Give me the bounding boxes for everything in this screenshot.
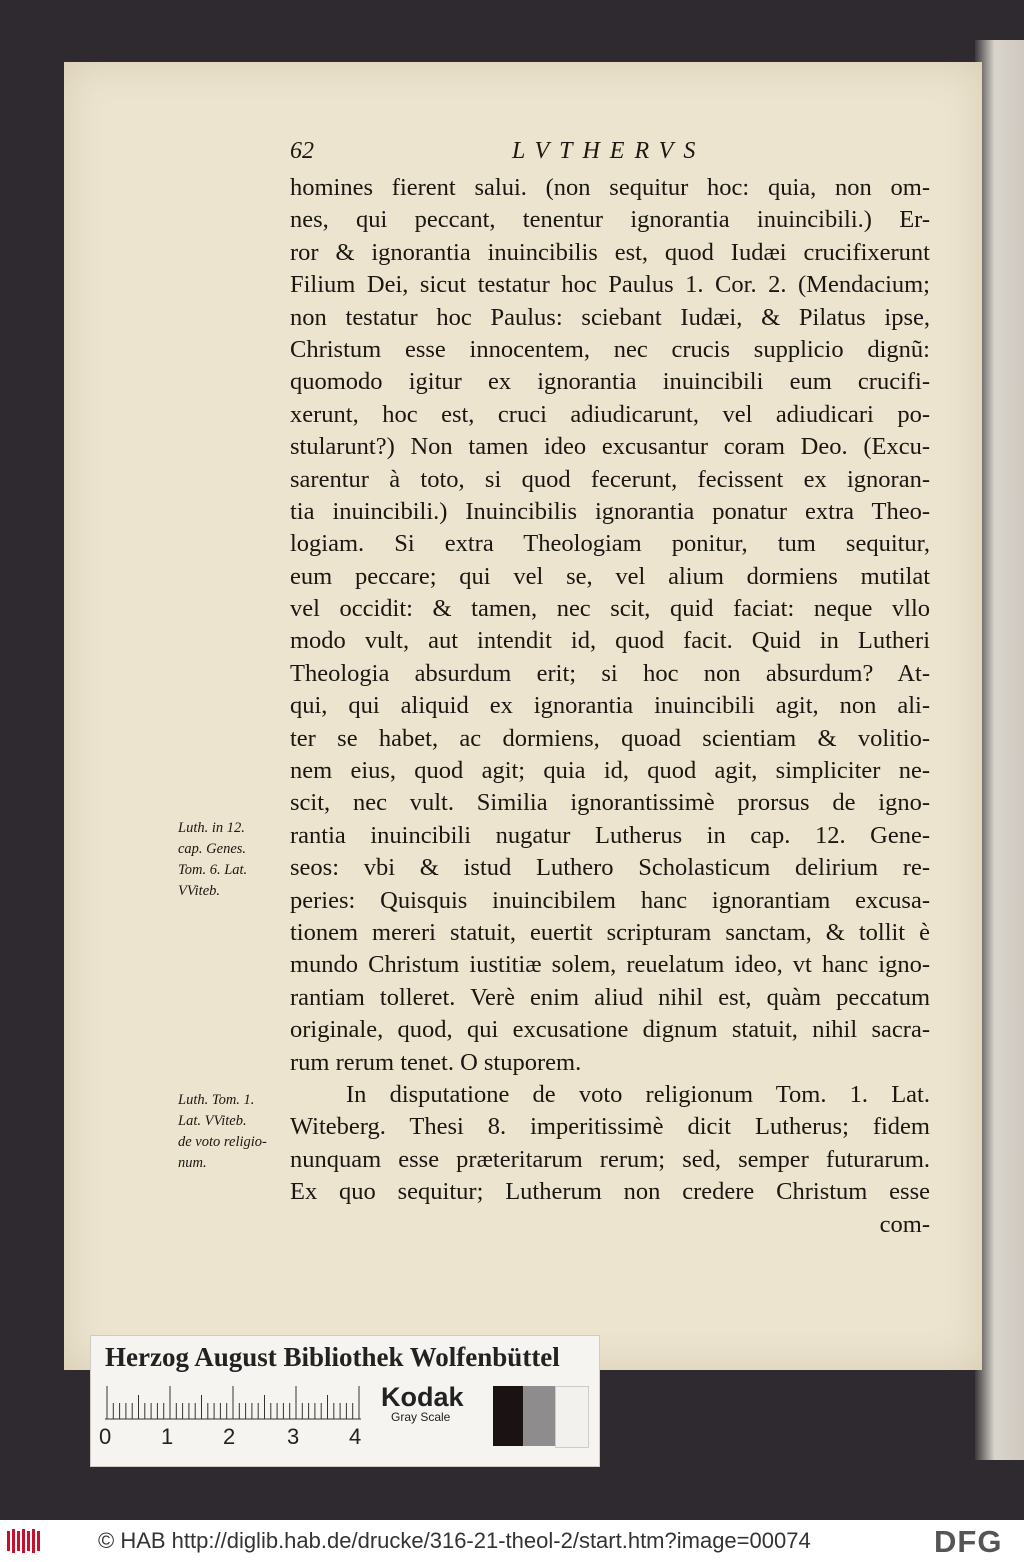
running-head xyxy=(290,138,950,168)
page-number: 62 xyxy=(290,138,314,164)
body-text xyxy=(290,172,930,1241)
margin-note-line: cap. Genes. xyxy=(178,841,247,857)
margin-note-line: de voto religio- xyxy=(178,1134,267,1150)
text-line: tia inuincibili.) Inuincibilis ignorantia ponatur extra Theo- xyxy=(290,497,930,525)
text-line: qui, qui aliquid ex ignorantia inuincibili agit, non ali- xyxy=(290,692,930,720)
margin-note xyxy=(178,818,296,902)
text-line: rum rerum tenet. O stuporem. xyxy=(290,1048,582,1076)
margin-note-line: Luth. in 12. xyxy=(178,820,245,836)
text-line: scit, nec vult. Similia ignorantissimè prorsus de igno- xyxy=(290,789,930,817)
gray-patch-mid xyxy=(523,1386,555,1446)
text-line: nes, qui peccant, tenentur ignorantia inuincibili.) Er- xyxy=(290,206,930,234)
text-line: Christum esse innocentem, nec crucis supplicio dignũ: xyxy=(290,335,930,363)
text-line: logiam. Si extra Theologiam ponitur, tum sequitur, xyxy=(290,530,930,558)
ruler-number: 1 xyxy=(161,1424,174,1449)
margin-note xyxy=(178,1090,296,1174)
margin-note-line: Luth. Tom. 1. xyxy=(178,1092,255,1108)
dfg-logo: DFG xyxy=(934,1524,1003,1559)
ruler-number: 2 xyxy=(223,1424,236,1449)
ruler-number: 3 xyxy=(287,1424,300,1449)
catchword: com- xyxy=(879,1210,930,1238)
text-line: seos: vbi & istud Luthero Scholasticum delirium re- xyxy=(290,854,930,882)
text-line: non testatur hoc Paulus: sciebant Iudæi, & Pilatus ipse, xyxy=(290,303,930,331)
text-line: In disputatione de voto religionum Tom. 1. Lat. xyxy=(346,1080,930,1108)
text-line: Ex quo sequitur; Lutherum non credere Christum esse xyxy=(290,1178,930,1206)
library-color-card xyxy=(90,1335,600,1467)
ruler-number: 0 xyxy=(99,1424,112,1449)
text-line: modo vult, aut intendit id, quod facit. Quid in Lutheri xyxy=(290,627,930,655)
text-line: Filium Dei, sicut testatur hoc Paulus 1. Cor. 2. (Mendacium; xyxy=(290,271,930,299)
text-line: xerunt, hoc est, cruci adiudicarunt, vel adiudicari po- xyxy=(290,400,930,428)
kodak-logo: Kodak xyxy=(381,1382,464,1412)
margin-note-line: VViteb. xyxy=(178,883,221,899)
text-line: mundo Christum iustitiæ solem, reuelatum ideo, vt hanc igno- xyxy=(290,951,930,979)
library-name: Herzog August Bibliothek Wolfenbüttel xyxy=(105,1342,560,1372)
text-line: peries: Quisquis inuincibilem hanc ignorantiam excusa- xyxy=(290,886,930,914)
text-line: nunquam esse præteritarum rerum; sed, semper futurarum. xyxy=(290,1145,930,1173)
text-line: stularunt?) Non tamen ideo excusantur coram Deo. (Excu- xyxy=(290,433,930,461)
text-line: rantia inuincibili nugatur Lutherus in cap. 12. Gene- xyxy=(290,821,930,849)
gray-patch-light xyxy=(555,1386,589,1448)
text-line: rantiam tolleret. Verè enim aliud nihil est, quàm peccatum xyxy=(290,983,930,1011)
text-line: sarentur à toto, si quod fecerunt, fecissent ex ignoran- xyxy=(290,465,930,493)
text-line: nem eius, quod agit; quia id, quod agit, simpliciter ne- xyxy=(290,757,930,785)
text-line: ter se habet, ac dormiens, quoad scientiam & volitio- xyxy=(290,724,930,752)
gray-scale-label: Gray Scale xyxy=(391,1410,451,1424)
running-head-title: LVTHERVS xyxy=(512,138,706,164)
ruler-scale xyxy=(105,1386,361,1420)
copyright-url[interactable]: © HAB http://diglib.hab.de/drucke/316-21-theol-2/start.htm?image=00074 xyxy=(98,1528,811,1553)
text-line: Witeberg. Thesi 8. imperitissimè dicit Lutherus; fidem xyxy=(290,1113,930,1141)
text-line: Theologia absurdum erit; si hoc non absurdum? At- xyxy=(290,659,930,687)
text-line: ror & ignorantia inuincibilis est, quod Iudæi crucifixerunt xyxy=(290,238,930,266)
margin-note-line: Tom. 6. Lat. xyxy=(178,862,248,878)
gray-patch-dark xyxy=(493,1386,523,1446)
text-line: originale, quod, qui excusatione dignum statuit, nihil sacra- xyxy=(290,1016,930,1044)
text-line: homines fierent salui. (non sequitur hoc: quia, non om- xyxy=(290,174,930,201)
text-line: tionem mereri statuit, euertit scripturam sanctam, & tollit è xyxy=(290,918,930,946)
ruler-number: 4 xyxy=(349,1424,362,1449)
text-line: vel occidit: & tamen, nec scit, quid faciat: neque vllo xyxy=(290,595,930,623)
margin-note-line: num. xyxy=(178,1155,207,1171)
ruler-numbers xyxy=(97,1424,377,1454)
footer-bar xyxy=(0,1520,1024,1562)
adjacent-page-edge xyxy=(975,40,1024,1460)
text-line: quomodo igitur ex ignorantia inuincibili eum crucifi- xyxy=(290,368,930,396)
margin-note-line: Lat. VViteb. xyxy=(178,1113,247,1129)
text-line: eum peccare; qui vel se, vel alium dormiens mutilat xyxy=(290,562,930,590)
hab-logo-icon xyxy=(6,1528,44,1554)
